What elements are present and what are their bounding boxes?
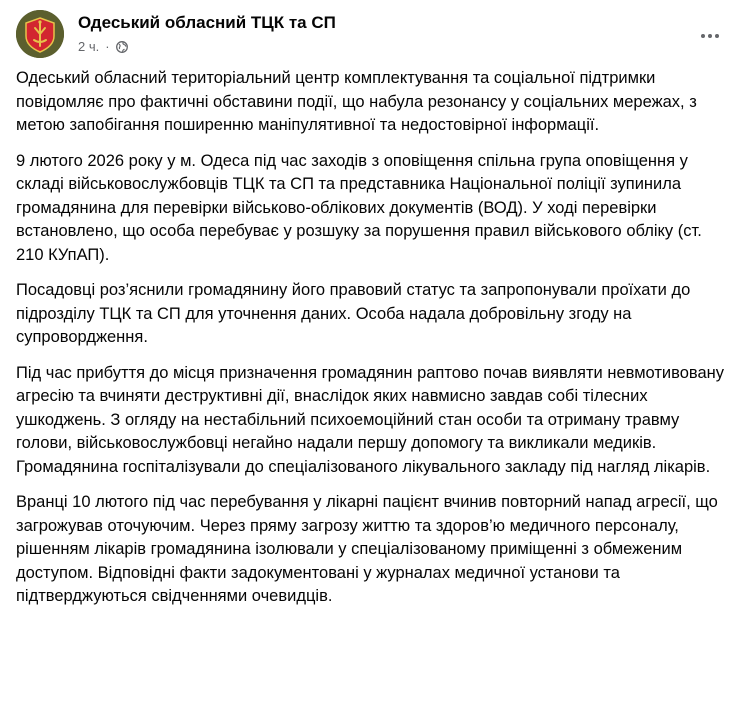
post-timestamp[interactable]: 2 ч. (78, 39, 100, 54)
post-paragraph: Вранці 10 лютого під час перебування у лікарні пацієнт вчинив повторний напад агресії, що загрожував оточуючим. Через пряму загрозу життю та здоров’ю медичного персоналу, рішенням лікарів громадянина ізолювали у спеціалізованому приміщенні з обмеженим доступом. Відповідні факти задокументовані у журналах медичної установи та підтверджуються свідченнями очевидців. (16, 493, 718, 605)
more-options-button[interactable] (692, 18, 728, 54)
post-body (16, 67, 732, 621)
page-avatar[interactable] (16, 10, 64, 58)
post-paragraph: Посадовці роз’яснили громадянину його правовий статус та запропонували проїхати до підрозділу ТЦК та СП для уточнення даних. Особа надала добровільну згоду на супровордження. (16, 281, 691, 346)
post-meta (78, 39, 128, 55)
more-horizontal-icon (700, 33, 720, 39)
meta-separator: · (105, 39, 110, 54)
globe-icon[interactable] (116, 41, 128, 53)
post-header (16, 10, 728, 60)
emblem-icon (16, 10, 64, 58)
post-paragraph: Під час прибуття до місця призначення громадянин раптово почав виявляти невмотивовану агресію та вчиняти деструктивні дії, внаслідок яких навмисно завдав собі тілесних ушкоджень. З огляду на нестабільний психоемоційний стан особи та отриману травму голови, військовослужбовці негайно надали першу допомогу та викликали медиків. Громадянина госпіталізували до спеціалізованого лікувального закладу під нагляд лікарів. (16, 363, 725, 476)
post-paragraph: Одеський обласний територіальний центр комплектування та соціальної підтримки повідомляє про фактичні обставини події, що набула резонансу у соціальних мережах, з метою запобігання поширенню маніпулятивної та недостовірної інформації. (16, 69, 697, 134)
page-name-link[interactable]: Одеський обласний ТЦК та СП (78, 13, 336, 32)
post-paragraph: 9 лютого 2026 року у м. Одеса під час заходів з оповіщення спільна група оповіщення у складі військовослужбовців ТЦК та СП та представника Національної поліції зупинила громадянина для перевірки військово-облікових документів (ВОД). У ході перевірки встановлено, що особа перебуває у розшуку за порушення правил військового обліку (ст. 210 КУпАП). (16, 151, 702, 264)
